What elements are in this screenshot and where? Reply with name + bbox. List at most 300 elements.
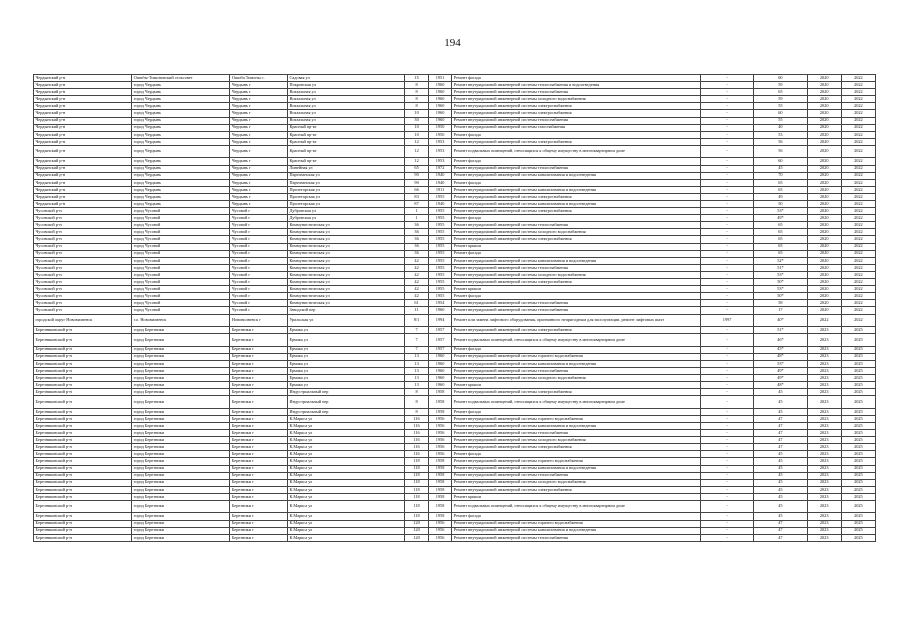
district-cell: Чусовской р-н: [34, 208, 132, 215]
work-type-cell: Ремонт внутридомовой инженерной системы газоснабжения: [452, 124, 701, 131]
municipality-cell: город Березники: [132, 444, 230, 451]
end-year-cell: 2022: [841, 257, 875, 264]
street-cell: Коммунистическая ул: [287, 264, 404, 271]
build-year-cell: 1956: [428, 534, 451, 541]
settlement-cell: Чердынь г: [230, 96, 288, 103]
end-year-cell: 2025: [841, 513, 875, 520]
settlement-cell: Березники г: [230, 389, 288, 396]
start-year-cell: 2020: [807, 179, 841, 186]
lift-year-cell: -: [700, 208, 753, 215]
build-year-cell: 1958: [428, 479, 451, 486]
build-year-cell: 1994: [428, 314, 451, 327]
settlement-cell: Березники г: [230, 422, 288, 429]
table-row: [34, 334, 876, 347]
build-year-cell: 1957: [428, 327, 451, 334]
start-year-cell: 2023: [807, 513, 841, 520]
wear-percent-cell: 65: [754, 179, 807, 186]
build-year-cell: 1956: [428, 437, 451, 444]
district-cell: Чердынский р-н: [34, 172, 132, 179]
district-cell: Березниковский р-н: [34, 382, 132, 389]
municipality-cell: город Березники: [132, 500, 230, 513]
end-year-cell: 2022: [841, 300, 875, 307]
municipality-cell: город Березники: [132, 479, 230, 486]
settlement-cell: Чусовой г: [230, 215, 288, 222]
settlement-cell: Чусовой г: [230, 243, 288, 250]
table-row: [34, 422, 876, 429]
settlement-cell: Березники г: [230, 374, 288, 381]
district-cell: Березниковский р-н: [34, 396, 132, 409]
start-year-cell: 2023: [807, 493, 841, 500]
work-type-cell: Ремонт внутридомовой инженерной системы электроснабжения: [452, 138, 701, 145]
street-cell: Коммунистическая ул: [287, 257, 404, 264]
house-number-cell: 10: [405, 131, 428, 138]
wear-percent-cell: 45: [754, 389, 807, 396]
start-year-cell: 2023: [807, 520, 841, 527]
street-cell: Дубровская ул: [287, 208, 404, 215]
house-number-cell: 30: [405, 117, 428, 124]
lift-year-cell: -: [700, 229, 753, 236]
settlement-cell: Чердынь г: [230, 201, 288, 208]
build-year-cell: 1955: [428, 279, 451, 286]
house-number-cell: 65: [405, 165, 428, 172]
municipality-cell: город Чердынь: [132, 186, 230, 193]
lift-year-cell: -: [700, 437, 753, 444]
district-cell: Чусовской р-н: [34, 257, 132, 264]
table-row: [34, 250, 876, 257]
settlement-cell: Чусовой г: [230, 286, 288, 293]
municipality-cell: город Березники: [132, 396, 230, 409]
start-year-cell: 2023: [807, 430, 841, 437]
street-cell: Пролетарская ул: [287, 186, 404, 193]
house-number-cell: 118: [405, 513, 428, 520]
build-year-cell: 1956: [428, 415, 451, 422]
work-type-cell: Ремонт подвальных помещений, относящихся к общему имуществу в многоквартирном доме: [452, 500, 701, 513]
house-number-cell: 10: [405, 124, 428, 131]
house-number-cell: 8: [405, 396, 428, 409]
house-number-cell: 116: [405, 415, 428, 422]
settlement-cell: Чердынь г: [230, 172, 288, 179]
start-year-cell: 2023: [807, 327, 841, 334]
wear-percent-cell: 45: [754, 465, 807, 472]
house-number-cell: 36: [405, 236, 428, 243]
build-year-cell: 1958: [428, 472, 451, 479]
wear-percent-cell: 45: [754, 396, 807, 409]
municipality-cell: город Березники: [132, 527, 230, 534]
table-row: [34, 110, 876, 117]
end-year-cell: 2025: [841, 500, 875, 513]
start-year-cell: 2023: [807, 500, 841, 513]
build-year-cell: 1950: [428, 124, 451, 131]
district-cell: Березниковский р-н: [34, 353, 132, 360]
house-number-cell: 120: [405, 534, 428, 541]
table-row: [34, 300, 876, 307]
house-number-cell: 118: [405, 472, 428, 479]
end-year-cell: 2022: [841, 75, 875, 82]
table-row: [34, 360, 876, 367]
table-row: [34, 201, 876, 208]
lift-year-cell: -: [700, 236, 753, 243]
street-cell: Ермака ул: [287, 367, 404, 374]
work-type-cell: Ремонт внутридомовой инженерной системы канализования и водоотведения: [452, 360, 701, 367]
house-number-cell: 8: [405, 89, 428, 96]
municipality-cell: город Березники: [132, 458, 230, 465]
end-year-cell: 2022: [841, 264, 875, 271]
settlement-cell: Чердынь г: [230, 138, 288, 145]
end-year-cell: 2022: [841, 145, 875, 158]
wear-percent-cell: 45: [754, 458, 807, 465]
street-cell: Пролетарская ул: [287, 193, 404, 200]
municipality-cell: город Чердынь: [132, 165, 230, 172]
municipality-cell: город Чусовой: [132, 279, 230, 286]
district-cell: Березниковский р-н: [34, 500, 132, 513]
work-type-cell: Ремонт фасада: [452, 158, 701, 165]
table-row: [34, 415, 876, 422]
municipality-cell: город Чердынь: [132, 96, 230, 103]
work-type-cell: Ремонт внутридомовой инженерной системы холодного водоснабжения: [452, 479, 701, 486]
settlement-cell: Чердынь г: [230, 124, 288, 131]
house-number-cell: 36: [405, 250, 428, 257]
work-type-cell: Ремонт внутридомовой инженерной системы канализования и водоотведения: [452, 422, 701, 429]
lift-year-cell: -: [700, 451, 753, 458]
start-year-cell: 2020: [807, 103, 841, 110]
start-year-cell: 2020: [807, 138, 841, 145]
house-number-cell: 42: [405, 264, 428, 271]
work-type-cell: Ремонт внутридомовой инженерной системы холодного водоснабжения: [452, 271, 701, 278]
street-cell: Коммунистическая ул: [287, 293, 404, 300]
municipality-cell: город Березники: [132, 415, 230, 422]
municipality-cell: город Чердынь: [132, 193, 230, 200]
district-cell: Чусовской р-н: [34, 215, 132, 222]
build-year-cell: 1960: [428, 96, 451, 103]
district-cell: Чердынский р-н: [34, 193, 132, 200]
end-year-cell: 2022: [841, 236, 875, 243]
house-number-cell: 10: [405, 110, 428, 117]
wear-percent-cell: 53*: [754, 271, 807, 278]
settlement-cell: Березники г: [230, 334, 288, 347]
district-cell: Чусовской р-н: [34, 229, 132, 236]
house-number-cell: 118: [405, 465, 428, 472]
start-year-cell: 2020: [807, 257, 841, 264]
work-type-cell: Ремонт внутридомовой инженерной системы теплоснабжения: [452, 264, 701, 271]
district-cell: Чусовской р-н: [34, 236, 132, 243]
street-cell: Красный пр-кт: [287, 145, 404, 158]
street-cell: К.Маркса ул: [287, 415, 404, 422]
lift-year-cell: -: [700, 472, 753, 479]
district-cell: Березниковский р-н: [34, 458, 132, 465]
settlement-cell: Чердынь г: [230, 103, 288, 110]
end-year-cell: 2022: [841, 110, 875, 117]
settlement-cell: Ошиба Тимоны с.: [230, 75, 288, 82]
municipality-cell: город Чусовой: [132, 236, 230, 243]
work-type-cell: Ремонт внутридомовой инженерной системы теплоснабжения и водоотведения: [452, 82, 701, 89]
district-cell: Березниковский р-н: [34, 479, 132, 486]
end-year-cell: 2025: [841, 486, 875, 493]
settlement-cell: Чусовой г: [230, 271, 288, 278]
table-row: [34, 89, 876, 96]
wear-percent-cell: 45: [754, 451, 807, 458]
table-row: [34, 229, 876, 236]
start-year-cell: 2020: [807, 229, 841, 236]
municipality-cell: город Березники: [132, 465, 230, 472]
work-type-cell: Ремонт внутридомовой инженерной системы электроснабжения: [452, 110, 701, 117]
settlement-cell: Чусовой г: [230, 222, 288, 229]
start-year-cell: 2023: [807, 486, 841, 493]
house-number-cell: 13: [405, 367, 428, 374]
start-year-cell: 2023: [807, 527, 841, 534]
street-cell: К.Маркса ул: [287, 534, 404, 541]
start-year-cell: 2020: [807, 165, 841, 172]
house-number-cell: 8: [405, 408, 428, 415]
page-number: 194: [444, 37, 461, 49]
end-year-cell: 2025: [841, 437, 875, 444]
district-cell: Чердынский р-н: [34, 131, 132, 138]
street-cell: Коммунистическая ул: [287, 286, 404, 293]
municipality-cell: город Чусовой: [132, 286, 230, 293]
lift-year-cell: -: [700, 179, 753, 186]
end-year-cell: 2022: [841, 250, 875, 257]
district-cell: Чусовской р-н: [34, 271, 132, 278]
start-year-cell: 2020: [807, 110, 841, 117]
wear-percent-cell: 45: [754, 500, 807, 513]
start-year-cell: 2020: [807, 271, 841, 278]
table-row: [34, 179, 876, 186]
table-row: [34, 500, 876, 513]
end-year-cell: 2022: [841, 172, 875, 179]
street-cell: К.Маркса ул: [287, 527, 404, 534]
settlement-cell: Чусовой г: [230, 236, 288, 243]
wear-percent-cell: 50: [754, 201, 807, 208]
house-number-cell: 42: [405, 257, 428, 264]
house-number-cell: 61: [405, 300, 428, 307]
build-year-cell: 1958: [428, 389, 451, 396]
build-year-cell: 1960: [428, 89, 451, 96]
lift-year-cell: -: [700, 186, 753, 193]
build-year-cell: 1960: [428, 117, 451, 124]
end-year-cell: 2022: [841, 243, 875, 250]
district-cell: Чусовской р-н: [34, 279, 132, 286]
end-year-cell: 2022: [841, 222, 875, 229]
municipality-cell: город Березники: [132, 353, 230, 360]
wear-percent-cell: 55: [754, 103, 807, 110]
table-row: [34, 465, 876, 472]
settlement-cell: Чусовой г: [230, 300, 288, 307]
start-year-cell: 2023: [807, 382, 841, 389]
street-cell: Коммунистическая ул: [287, 229, 404, 236]
table-row: [34, 486, 876, 493]
start-year-cell: 2020: [807, 124, 841, 131]
lift-year-cell: -: [700, 415, 753, 422]
wear-percent-cell: 45: [754, 486, 807, 493]
work-type-cell: Ремонт внутридомовой инженерной системы теплоснабжения: [452, 472, 701, 479]
build-year-cell: 1940: [428, 172, 451, 179]
lift-year-cell: -: [700, 138, 753, 145]
street-cell: Ермака ул: [287, 360, 404, 367]
district-cell: Чердынский р-н: [34, 103, 132, 110]
house-number-cell: 66: [405, 186, 428, 193]
municipality-cell: город Чусовой: [132, 264, 230, 271]
table-row: [34, 430, 876, 437]
work-type-cell: Ремонт внутридомовой инженерной системы электроснабжения: [452, 208, 701, 215]
settlement-cell: Березники г: [230, 500, 288, 513]
settlement-cell: Березники г: [230, 486, 288, 493]
wear-percent-cell: 51*: [754, 327, 807, 334]
settlement-cell: Чусовой г: [230, 307, 288, 314]
end-year-cell: 2025: [841, 360, 875, 367]
build-year-cell: 1958: [428, 493, 451, 500]
build-year-cell: 1960: [428, 353, 451, 360]
house-number-cell: 7: [405, 334, 428, 347]
house-number-cell: 8: [405, 103, 428, 110]
settlement-cell: Березники г: [230, 415, 288, 422]
house-number-cell: 1: [405, 208, 428, 215]
municipality-cell: город Березники: [132, 389, 230, 396]
house-number-cell: 118: [405, 493, 428, 500]
build-year-cell: 1958: [428, 486, 451, 493]
district-cell: Чердынский р-н: [34, 165, 132, 172]
end-year-cell: 2025: [841, 534, 875, 541]
municipality-cell: город Березники: [132, 451, 230, 458]
municipality-cell: город Березники: [132, 437, 230, 444]
district-cell: Чердынский р-н: [34, 75, 132, 82]
lift-year-cell: -: [700, 264, 753, 271]
work-type-cell: Ремонт внутридомовой инженерной системы канализования и водоотведения: [452, 527, 701, 534]
start-year-cell: 2020: [807, 82, 841, 89]
district-cell: городской округ Нововилвенск: [34, 314, 132, 327]
house-number-cell: 116: [405, 430, 428, 437]
wear-percent-cell: 51*: [754, 264, 807, 271]
district-cell: Березниковский р-н: [34, 534, 132, 541]
wear-percent-cell: 50*: [754, 293, 807, 300]
municipality-cell: город Чердынь: [132, 89, 230, 96]
table-row: [34, 208, 876, 215]
house-number-cell: 42: [405, 279, 428, 286]
wear-percent-cell: 56: [754, 145, 807, 158]
street-cell: К.Маркса ул: [287, 486, 404, 493]
district-cell: Чусовской р-н: [34, 222, 132, 229]
work-type-cell: Ремонт внутридомовой инженерной системы электроснабжения: [452, 327, 701, 334]
street-cell: К.Маркса ул: [287, 465, 404, 472]
street-cell: К.Маркса ул: [287, 437, 404, 444]
table-row: [34, 367, 876, 374]
start-year-cell: 2023: [807, 534, 841, 541]
end-year-cell: 2025: [841, 479, 875, 486]
end-year-cell: 2022: [841, 208, 875, 215]
build-year-cell: 1953: [428, 145, 451, 158]
settlement-cell: Чердынь г: [230, 179, 288, 186]
start-year-cell: 2023: [807, 451, 841, 458]
street-cell: К.Маркса ул: [287, 493, 404, 500]
build-year-cell: 1958: [428, 408, 451, 415]
table-row: [34, 172, 876, 179]
district-cell: Березниковский р-н: [34, 415, 132, 422]
street-cell: Красный пр-кт: [287, 138, 404, 145]
work-type-cell: Ремонт внутридомовой инженерной системы холодного водоснабжения: [452, 229, 701, 236]
start-year-cell: 2020: [807, 286, 841, 293]
lift-year-cell: -: [700, 520, 753, 527]
lift-year-cell: -: [700, 145, 753, 158]
lift-year-cell: -: [700, 172, 753, 179]
table-row: [34, 307, 876, 314]
district-cell: Березниковский р-н: [34, 493, 132, 500]
wear-percent-cell: 40: [754, 124, 807, 131]
street-cell: Коммунистическая ул: [287, 300, 404, 307]
street-cell: Коммунистическая ул: [287, 222, 404, 229]
end-year-cell: 2022: [841, 89, 875, 96]
street-cell: К.Маркса ул: [287, 500, 404, 513]
lift-year-cell: -: [700, 500, 753, 513]
wear-percent-cell: 53*: [754, 360, 807, 367]
end-year-cell: 2022: [841, 96, 875, 103]
table-row: [34, 222, 876, 229]
start-year-cell: 2020: [807, 208, 841, 215]
lift-year-cell: -: [700, 465, 753, 472]
wear-percent-cell: 65: [754, 186, 807, 193]
work-type-cell: Ремонт фасада: [452, 346, 701, 353]
build-year-cell: 1956: [428, 444, 451, 451]
build-year-cell: 1958: [428, 465, 451, 472]
wear-percent-cell: 45: [754, 165, 807, 172]
wear-percent-cell: 65: [754, 243, 807, 250]
build-year-cell: 1953: [428, 158, 451, 165]
work-type-cell: Ремонт внутридомовой инженерной системы теплоснабжения: [452, 300, 701, 307]
end-year-cell: 2022: [841, 271, 875, 278]
house-number-cell: 83: [405, 193, 428, 200]
table-row: [34, 527, 876, 534]
municipality-cell: город Чердынь: [132, 110, 230, 117]
build-year-cell: 1955: [428, 215, 451, 222]
table-row: [34, 534, 876, 541]
wear-percent-cell: 48*: [754, 382, 807, 389]
settlement-cell: Березники г: [230, 513, 288, 520]
municipality-cell: город Березники: [132, 493, 230, 500]
lift-year-cell: -: [700, 193, 753, 200]
municipality-cell: город Березники: [132, 374, 230, 381]
municipality-cell: город Березники: [132, 430, 230, 437]
work-type-cell: Ремонт внутридомовой инженерной системы электроснабжения: [452, 389, 701, 396]
table-row: [34, 327, 876, 334]
repair-schedule-table: [33, 74, 876, 542]
municipality-cell: город Березники: [132, 422, 230, 429]
municipality-cell: город Чусовой: [132, 250, 230, 257]
street-cell: Вокзальная ул: [287, 110, 404, 117]
street-cell: Уральская ул: [287, 314, 404, 327]
house-number-cell: 8: [405, 389, 428, 396]
wear-percent-cell: 46*: [754, 334, 807, 347]
work-type-cell: Ремонт фасада: [452, 131, 701, 138]
lift-year-cell: -: [700, 360, 753, 367]
start-year-cell: 2023: [807, 334, 841, 347]
street-cell: Ермака ул: [287, 346, 404, 353]
build-year-cell: 1955: [428, 236, 451, 243]
wear-percent-cell: 47: [754, 437, 807, 444]
district-cell: Березниковский р-н: [34, 437, 132, 444]
table-row: [34, 117, 876, 124]
start-year-cell: 2020: [807, 293, 841, 300]
end-year-cell: 2022: [841, 293, 875, 300]
settlement-cell: Чердынь г: [230, 131, 288, 138]
house-number-cell: 13: [405, 382, 428, 389]
work-type-cell: Ремонт подвальных помещений, относящихся к общему имуществу в многоквартирном доме: [452, 145, 701, 158]
street-cell: Дубровская ул: [287, 215, 404, 222]
table-row: [34, 124, 876, 131]
build-year-cell: 1955: [428, 293, 451, 300]
build-year-cell: 1956: [428, 520, 451, 527]
start-year-cell: 2023: [807, 408, 841, 415]
municipality-cell: город Чердынь: [132, 117, 230, 124]
district-cell: Березниковский р-н: [34, 360, 132, 367]
lift-year-cell: -: [700, 243, 753, 250]
table-row: [34, 437, 876, 444]
